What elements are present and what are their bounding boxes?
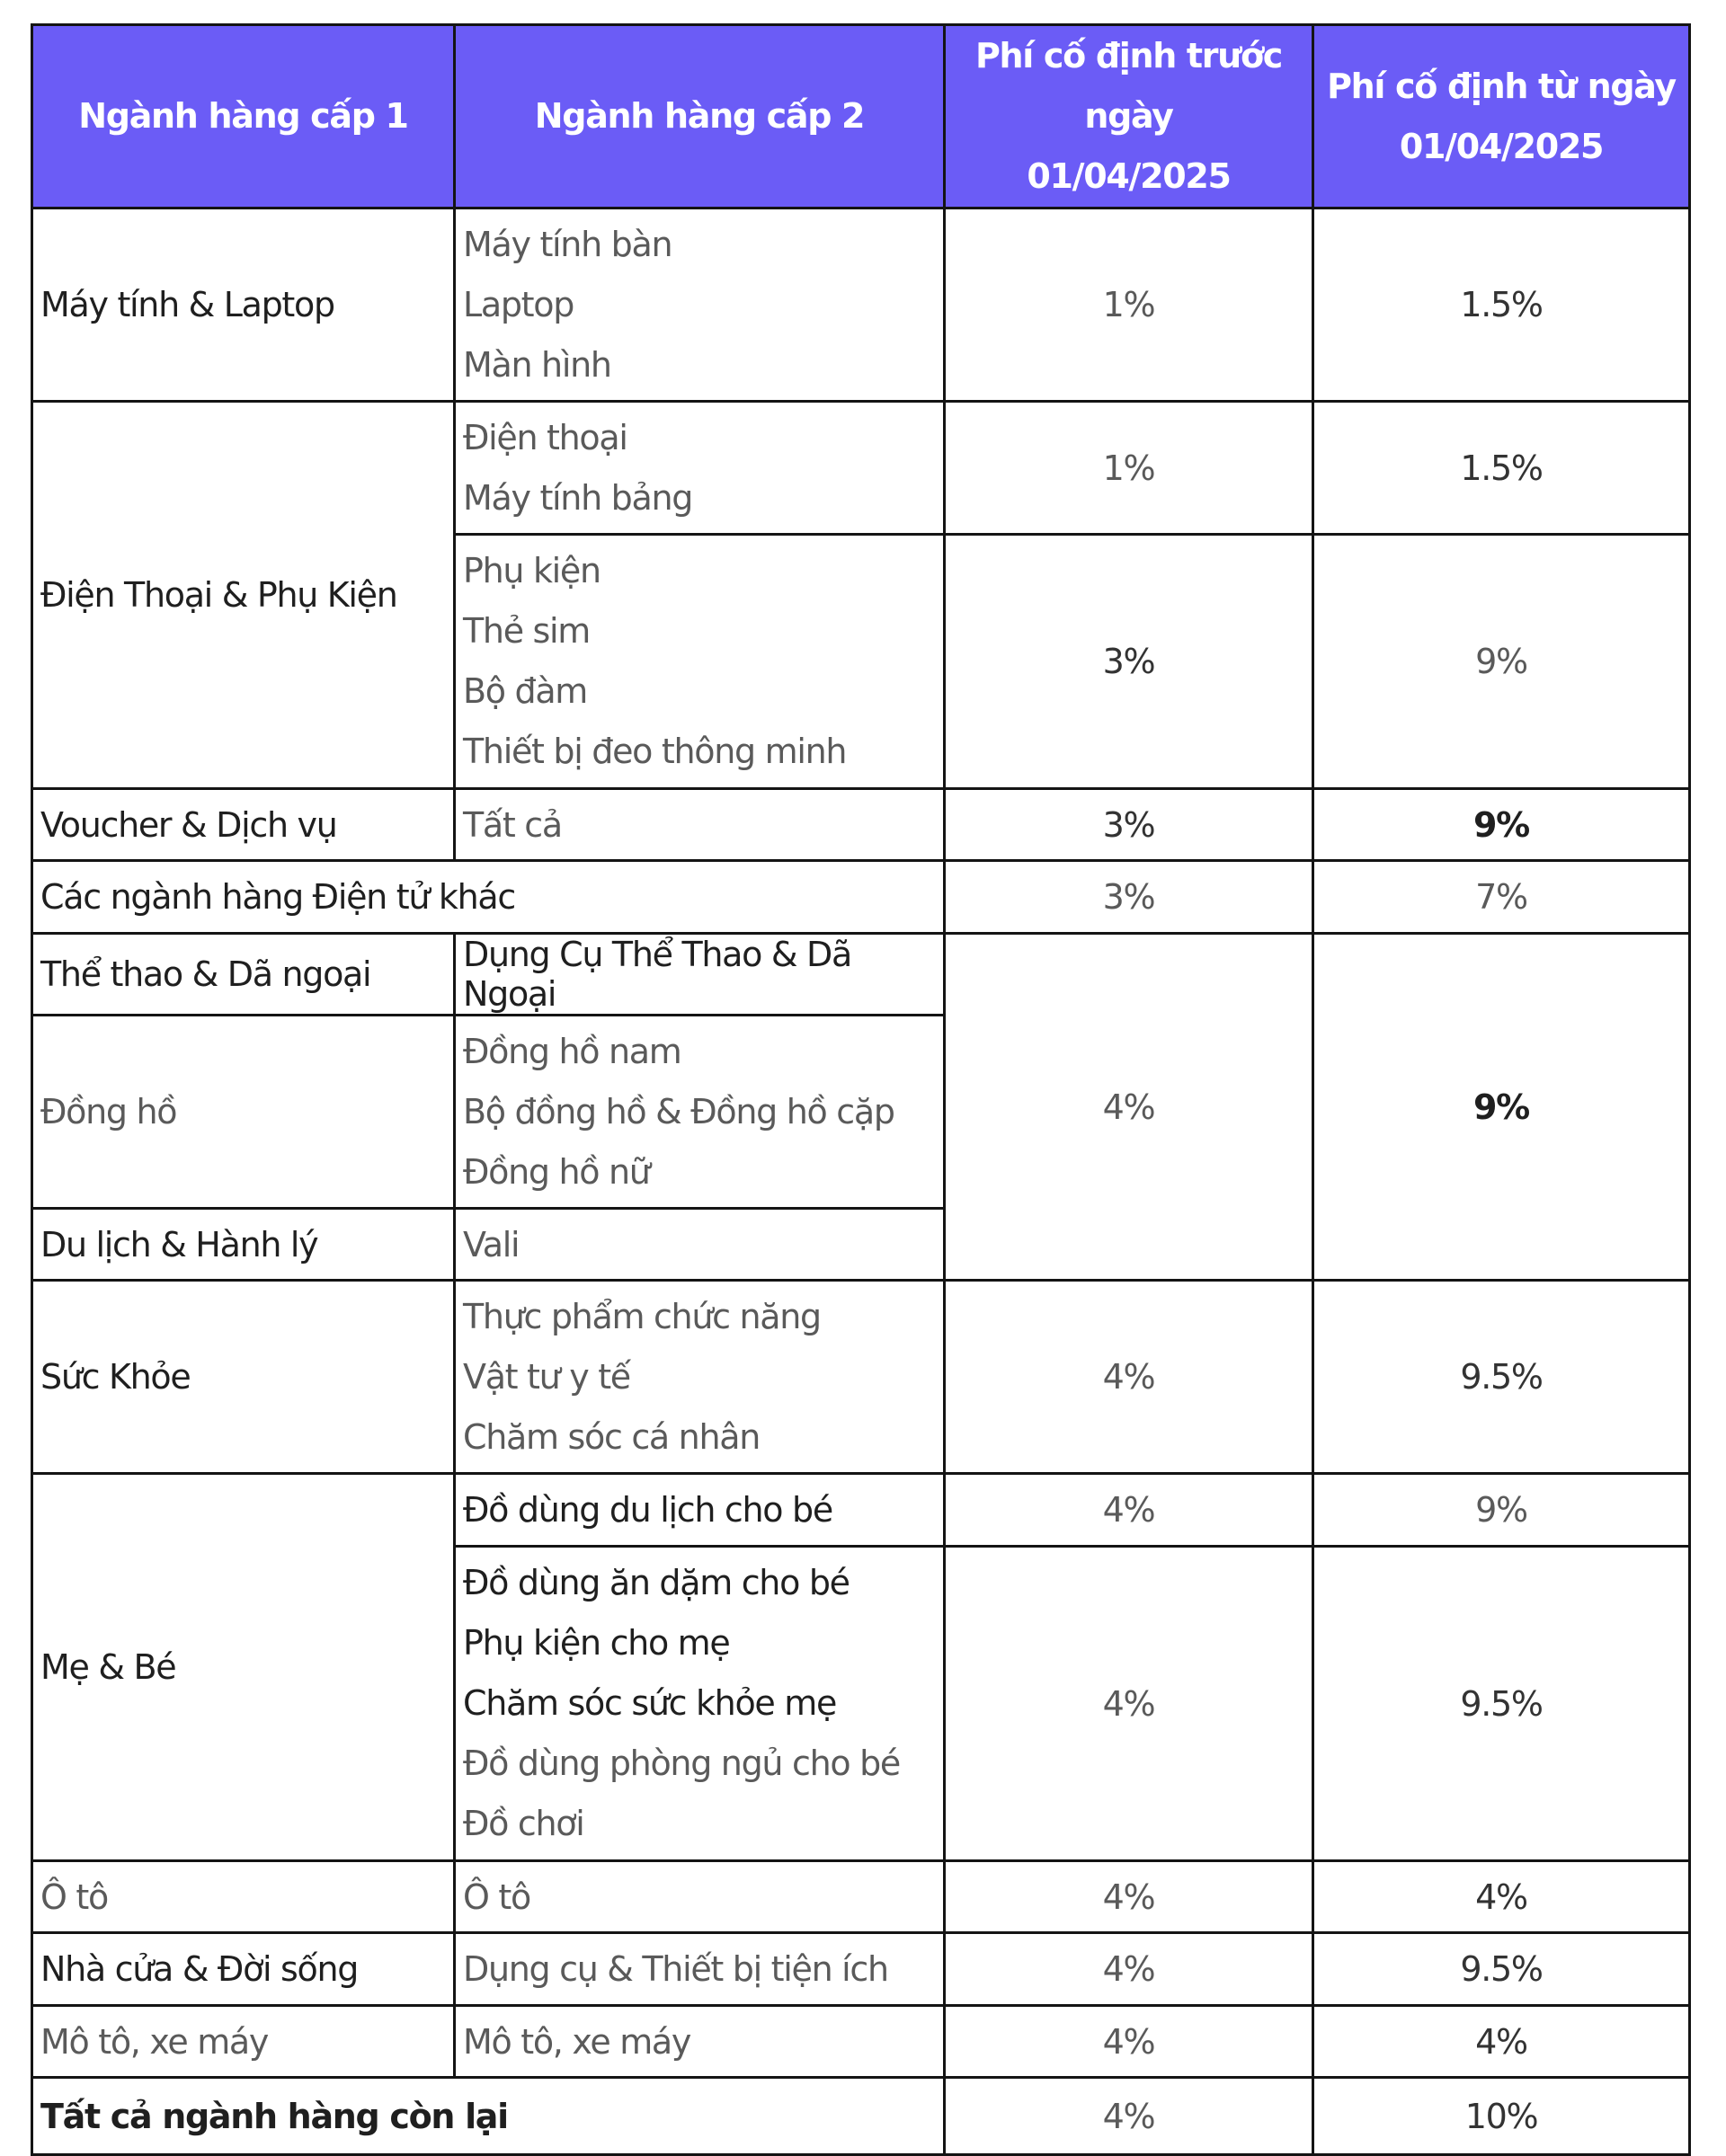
cat1-cell: Máy tính & Laptop xyxy=(32,209,455,402)
cat2-item: Máy tính bảng xyxy=(463,477,693,518)
cat2-cell xyxy=(455,1281,945,1474)
cat1-cell: Nhà cửa & Đời sống xyxy=(32,1933,455,2006)
cat2-item: Phụ kiện xyxy=(463,551,601,590)
cat2-item: Đồ chơi xyxy=(463,1804,584,1843)
fee-after-cell: 9% xyxy=(1313,1474,1690,1547)
cat1-cell: Mô tô, xe máy xyxy=(32,2006,455,2078)
fee-before-cell: 1% xyxy=(945,402,1313,535)
cat2-item: Bộ đàm xyxy=(463,671,588,711)
cat2-item: Vật tư y tế xyxy=(463,1356,630,1397)
cat2-item: Chăm sóc cá nhân xyxy=(463,1416,761,1457)
cat2-cell: Tất cả xyxy=(455,789,945,861)
cat2-item: Bộ đồng hồ & Đồng hồ cặp xyxy=(463,1091,894,1131)
header-cat1: Ngành hàng cấp 1 xyxy=(32,25,455,209)
cat1-cell: Voucher & Dịch vụ xyxy=(32,789,455,861)
header-row xyxy=(32,25,1690,209)
cat2-item: Đồng hồ nam xyxy=(463,1031,681,1071)
fee-table-container xyxy=(31,23,1688,2156)
cat2-item: Thiết bị đeo thông minh xyxy=(463,732,847,771)
header-fee-after xyxy=(1313,25,1690,209)
fee-before-cell: 4% xyxy=(945,1547,1313,1861)
cat2-cell: Vali xyxy=(455,1209,945,1281)
cat1-cell: Ô tô xyxy=(32,1861,455,1933)
table-row xyxy=(32,1933,1690,2006)
fee-before-cell: 3% xyxy=(945,789,1313,861)
fee-after-cell: 9% xyxy=(1313,789,1690,861)
table-row xyxy=(32,2006,1690,2078)
cat1-cell: Đồng hồ xyxy=(32,1016,455,1209)
cat2-cell xyxy=(455,402,945,535)
cat2-cell xyxy=(455,535,945,789)
cat2-item: Đồ dùng ăn dặm cho bé xyxy=(463,1563,850,1602)
cat1-cell: Tất cả ngành hàng còn lại xyxy=(32,2078,945,2155)
fee-after-cell: 10% xyxy=(1313,2078,1690,2155)
cat2-cell: Đồ dùng du lịch cho bé xyxy=(455,1474,945,1547)
fee-before-cell: 4% xyxy=(945,934,1313,1281)
fee-after-cell: 4% xyxy=(1313,1861,1690,1933)
cat1-cell: Mẹ & Bé xyxy=(32,1474,455,1861)
cat2-cell: Ô tô xyxy=(455,1861,945,1933)
fee-after-cell: 9.5% xyxy=(1313,1281,1690,1474)
header-fee-before xyxy=(945,25,1313,209)
cat2-item: Đồng hồ nữ xyxy=(463,1151,650,1192)
cat2-item: Đồ dùng phòng ngủ cho bé xyxy=(463,1743,900,1783)
fee-after-cell: 4% xyxy=(1313,2006,1690,2078)
table-row xyxy=(32,1474,1690,1547)
cat2-cell xyxy=(455,1547,945,1861)
table-row xyxy=(32,2078,1690,2155)
header-fee-before-line1: Phí cố định trước ngày xyxy=(974,36,1283,136)
fee-before-cell: 3% xyxy=(945,535,1313,789)
cat1-cell: Điện Thoại & Phụ Kiện xyxy=(32,402,455,789)
fee-before-cell: 4% xyxy=(945,1474,1313,1547)
cat2-item: Phụ kiện cho mẹ xyxy=(463,1623,730,1663)
fee-before-cell: 4% xyxy=(945,2006,1313,2078)
fee-after-cell: 9% xyxy=(1313,934,1690,1281)
fee-before-cell: 3% xyxy=(945,861,1313,934)
header-cat2: Ngành hàng cấp 2 xyxy=(455,25,945,209)
table-row xyxy=(32,1861,1690,1933)
cat1-cell: Du lịch & Hành lý xyxy=(32,1209,455,1281)
fee-after-cell: 9.5% xyxy=(1313,1933,1690,2006)
header-fee-before-line2: 01/04/2025 xyxy=(1027,156,1231,196)
cat2-item: Thẻ sim xyxy=(463,611,591,651)
cat2-cell: Dụng cụ & Thiết bị tiện ích xyxy=(455,1933,945,2006)
fee-after-cell: 1.5% xyxy=(1313,402,1690,535)
header-fee-after-line2: 01/04/2025 xyxy=(1399,126,1604,166)
fee-before-cell: 4% xyxy=(945,1861,1313,1933)
fee-before-cell: 1% xyxy=(945,209,1313,402)
cat2-item: Thực phẩm chức năng xyxy=(463,1296,821,1336)
fee-after-cell: 9% xyxy=(1313,535,1690,789)
fee-after-cell: 9.5% xyxy=(1313,1547,1690,1861)
cat1-cell: Thể thao & Dã ngoại xyxy=(32,934,455,1016)
fee-before-cell: 4% xyxy=(945,1933,1313,2006)
table-row xyxy=(32,934,1690,1016)
table-row xyxy=(32,209,1690,402)
fee-table xyxy=(31,23,1691,2156)
cat1-cell: Sức Khỏe xyxy=(32,1281,455,1474)
cat2-cell xyxy=(455,209,945,402)
table-row xyxy=(32,861,1690,934)
cat2-item: Laptop xyxy=(463,284,574,324)
cat2-cell xyxy=(455,1016,945,1209)
cat2-item: Chăm sóc sức khỏe mẹ xyxy=(463,1683,837,1723)
fee-before-cell: 4% xyxy=(945,1281,1313,1474)
table-row xyxy=(32,1281,1690,1474)
cat2-cell: Mô tô, xe máy xyxy=(455,2006,945,2078)
cat2-item: Máy tính bàn xyxy=(463,224,672,264)
cat2-item: Điện thoại xyxy=(463,417,627,457)
header-fee-after-line1: Phí cố định từ ngày xyxy=(1327,66,1676,106)
fee-after-cell: 1.5% xyxy=(1313,209,1690,402)
cat2-cell: Dụng Cụ Thể Thao & Dã Ngoại xyxy=(455,934,945,1016)
table-row xyxy=(32,789,1690,861)
cat1-cell: Các ngành hàng Điện tử khác xyxy=(32,861,945,934)
table-row xyxy=(32,402,1690,535)
fee-before-cell: 4% xyxy=(945,2078,1313,2155)
fee-after-cell: 7% xyxy=(1313,861,1690,934)
cat2-item: Màn hình xyxy=(463,344,611,385)
